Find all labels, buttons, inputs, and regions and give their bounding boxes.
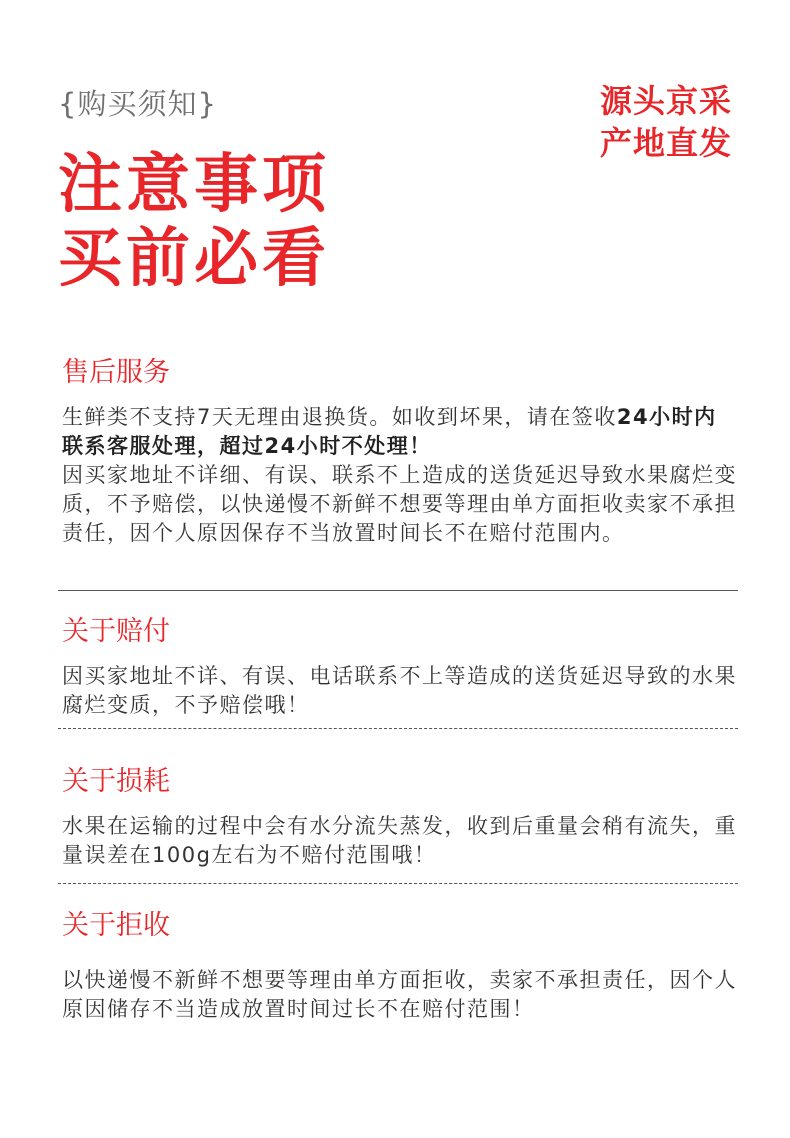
after-sales-text: 生鲜类不支持7天无理由退换货。如收到坏果，请在签收 bbox=[62, 405, 617, 429]
section-body-rejection: 以快递慢不新鲜不想要等理由单方面拒收，卖家不承担责任，因个人原因储存不当造成放置时间过长不在赔付范围！ bbox=[62, 968, 737, 1021]
slogan-line-2: 产地直发 bbox=[599, 124, 732, 162]
section-compensation bbox=[62, 614, 738, 720]
subtitle: {购买须知} bbox=[58, 87, 217, 121]
section-title-after-sales: 售后服务 bbox=[62, 357, 170, 388]
section-body-loss: 水果在运输的过程中会有水分流失蒸发，收到后重量会稍有流失，重量误差在100g左右为不赔付范围哦！ bbox=[62, 814, 737, 867]
divider-dashed bbox=[58, 883, 738, 884]
section-body-compensation: 因买家地址不详、有误、电话联系不上等造成的送货延迟导致的水果腐烂变质，不予赔偿哦！ bbox=[62, 664, 737, 717]
after-sales-paragraph-2: 因买家地址不详细、有误、联系不上造成的送货延迟导致水果腐烂变质，不予赔偿，以快递慢不新鲜不想要等理由单方面拒收卖家不承担责任，因个人原因保存不当放置时间长不在赔付范围内。 bbox=[62, 463, 737, 545]
section-rejection bbox=[62, 908, 738, 1024]
section-after-sales bbox=[62, 355, 738, 548]
after-sales-paragraph-1 bbox=[62, 403, 738, 461]
section-title-loss: 关于损耗 bbox=[62, 766, 170, 797]
divider-dashed bbox=[58, 728, 738, 729]
section-loss bbox=[62, 764, 738, 870]
slogan-line-1: 源头京采 bbox=[599, 82, 732, 120]
divider-solid bbox=[58, 590, 738, 591]
after-sales-emphasis: 24小时内联系客服处理，超过24小时不处理！ bbox=[62, 405, 717, 458]
main-title-line-2: 买前必看 bbox=[58, 222, 330, 296]
main-title-line-1: 注意事项 bbox=[58, 148, 330, 222]
section-title-compensation: 关于赔付 bbox=[62, 616, 170, 647]
section-title-rejection: 关于拒收 bbox=[62, 910, 170, 941]
main-title bbox=[58, 148, 478, 296]
section-body-after-sales bbox=[62, 403, 738, 548]
slogan bbox=[600, 80, 732, 164]
